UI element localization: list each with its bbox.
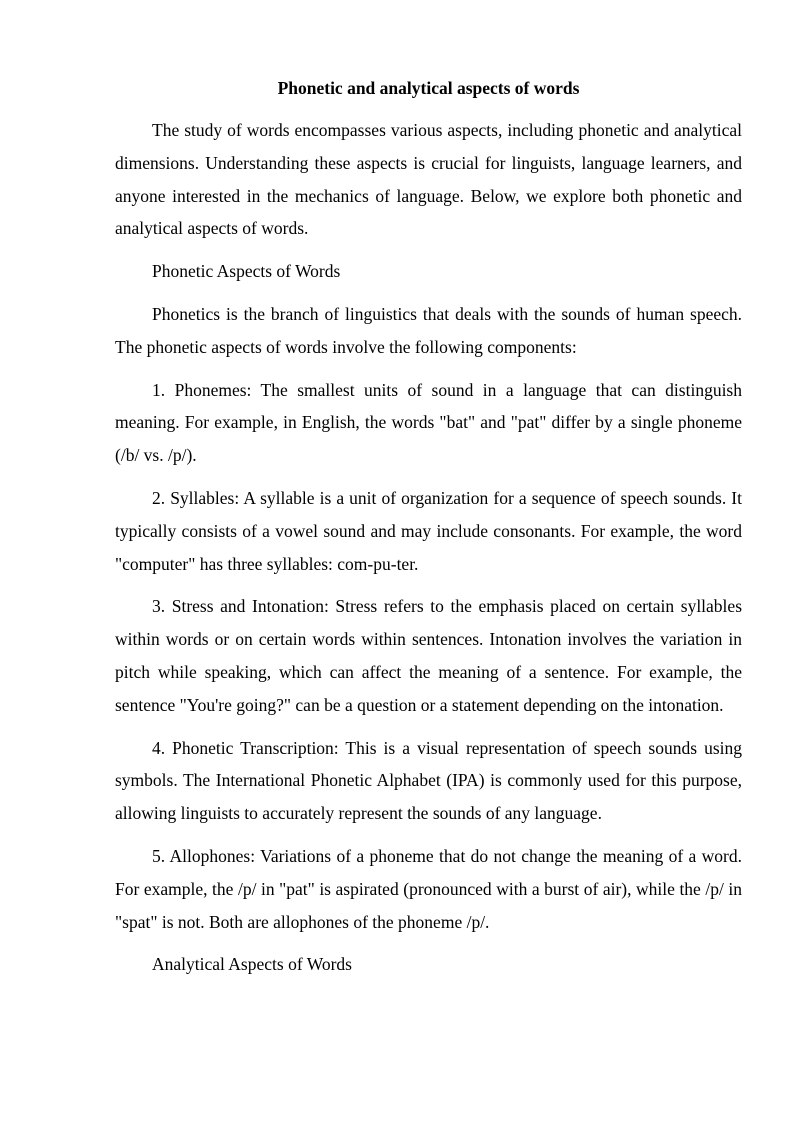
phonetic-transcription-paragraph: 4. Phonetic Transcription: This is a visual representation of speech sounds using symbols. The International Phonetic Alphabet (IPA) is commonly used for this purpose, allowing linguists to accurately represent the sounds of any language. [115, 737, 742, 824]
section-heading-analytical: Analytical Aspects of Words [152, 954, 352, 975]
phonetics-definition-paragraph: Phonetics is the branch of linguistics that deals with the sounds of human speech. The phonetic aspects of words involve the following components: [115, 303, 742, 357]
section-heading-phonetic: Phonetic Aspects of Words [152, 261, 341, 282]
phonemes-paragraph: 1. Phonemes: The smallest units of sound in a language that can distinguish meaning. For example, in English, the words "bat" and "pat" differ by a single phoneme (/b/ vs. /p/). [115, 379, 742, 466]
document-body [115, 74, 742, 991]
syllables-paragraph: 2. Syllables: A syllable is a unit of organization for a sequence of speech sounds. It typically consists of a vowel sound and may include consonants. For example, the word "computer" has three syllables: com-pu-ter. [115, 487, 742, 574]
intro-paragraph: The study of words encompasses various aspects, including phonetic and analytical dimensions. Understanding these aspects is crucial for linguists, language learners, and anyone interested in the mechanics of language. Below, we explore both phonetic and analytical aspects of words. [115, 120, 742, 239]
document-title: Phonetic and analytical aspects of words [277, 78, 580, 98]
stress-intonation-paragraph: 3. Stress and Intonation: Stress refers to the emphasis placed on certain syllables within words or on certain words within sentences. Intonation involves the variation in pitch while speaking, which can affect the meaning of a sentence. For example, the sentence "You're going?" can be a question or a statement depending on the intonation. [115, 596, 742, 715]
allophones-paragraph: 5. Allophones: Variations of a phoneme that do not change the meaning of a word. For example, the /p/ in "pat" is aspirated (pronounced with a burst of air), while the /p/ in "spat" is not. Both are allophones of the phoneme /p/. [115, 845, 742, 932]
